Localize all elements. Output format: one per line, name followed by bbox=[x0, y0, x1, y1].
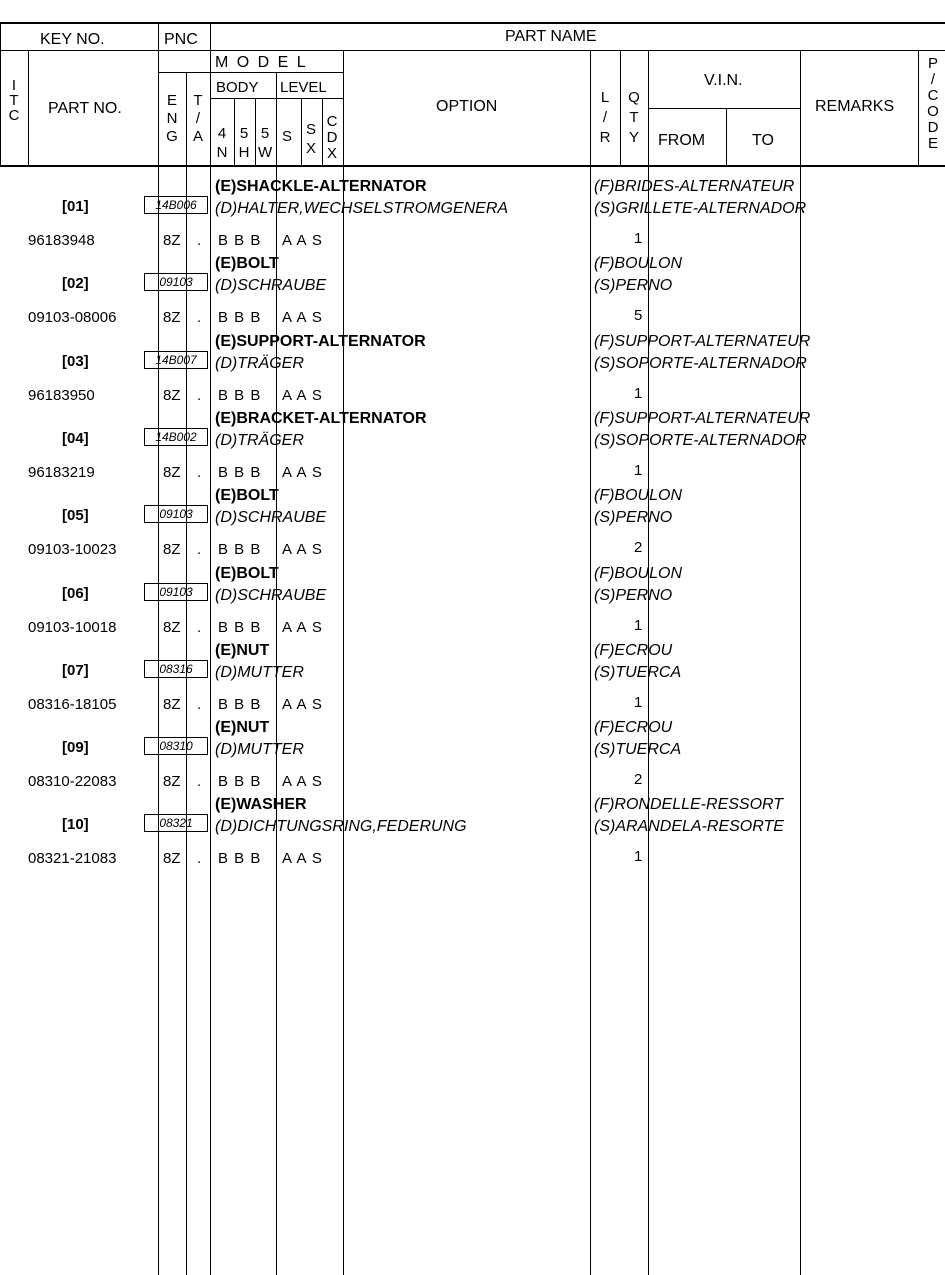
part-name-heading: PART NAME bbox=[505, 28, 597, 45]
english-name: (E)SUPPORT-ALTERNATOR bbox=[215, 332, 426, 350]
pnc-code: 14B007 bbox=[144, 351, 208, 369]
key-number: [03] bbox=[62, 352, 89, 370]
french-name: (F)ECROU bbox=[594, 719, 673, 737]
body-codes: B B B bbox=[218, 232, 262, 249]
ta-code: . bbox=[197, 232, 202, 249]
vin-remarks-divider bbox=[800, 50, 801, 1275]
german-name: (D)SCHRAUBE bbox=[215, 586, 327, 604]
vin-heading: V.I.N. bbox=[704, 72, 743, 89]
german-name: (D)SCHRAUBE bbox=[215, 277, 327, 295]
itc-heading: I T C bbox=[8, 77, 20, 124]
lr-heading: L / R bbox=[599, 89, 611, 146]
key-number: [09] bbox=[62, 739, 89, 757]
french-name: (F)ECROU bbox=[594, 641, 673, 659]
french-name: (F)SUPPORT-ALTERNATEUR bbox=[594, 332, 811, 350]
english-name: (E)SHACKLE-ALTERNATOR bbox=[215, 178, 427, 195]
english-name: (E)BOLT bbox=[215, 564, 279, 582]
spanish-name: (S)TUERCA bbox=[594, 741, 682, 759]
level-codes: A A S bbox=[282, 850, 323, 868]
english-name: (E)NUT bbox=[215, 719, 270, 737]
body-codes: B B B bbox=[218, 541, 262, 559]
level-sub1 bbox=[301, 98, 302, 167]
level-sub2 bbox=[322, 98, 323, 167]
body-codes: B B B bbox=[218, 695, 262, 713]
french-name: (F)BOULON bbox=[594, 487, 682, 505]
key-number: [07] bbox=[62, 661, 89, 679]
qty-heading: Q T Y bbox=[628, 89, 640, 146]
pnc-heading: PNC bbox=[164, 31, 198, 48]
part-number: 96183950 bbox=[28, 386, 95, 404]
part-number: 96183219 bbox=[28, 463, 95, 481]
eng-code: 8Z bbox=[163, 773, 181, 791]
spanish-name: (S)GRILLETE-ALTERNADOR bbox=[594, 200, 807, 217]
pnc-divider bbox=[210, 22, 211, 1275]
body-codes: B B B bbox=[218, 386, 262, 404]
french-name: (F)BOULON bbox=[594, 255, 682, 273]
lr-divider bbox=[620, 50, 621, 167]
body-codes: B B B bbox=[218, 309, 262, 327]
remarks-pcode-divider bbox=[918, 50, 919, 167]
level-cdx-heading: C D X bbox=[326, 113, 338, 162]
vin-from-heading: FROM bbox=[658, 132, 706, 149]
french-name: (F)BOULON bbox=[594, 564, 682, 582]
english-name: (E)NUT bbox=[215, 641, 270, 659]
spanish-name: (S)SOPORTE-ALTERNADOR bbox=[594, 431, 807, 449]
option-right-divider bbox=[590, 50, 591, 1275]
level-codes: A A S bbox=[282, 618, 323, 636]
eng-code: 8Z bbox=[163, 232, 181, 249]
german-name: (D)DICHTUNGSRING,FEDERUNG bbox=[215, 818, 467, 836]
ta-code: . bbox=[197, 695, 202, 713]
body-4n-heading: 4 N bbox=[216, 125, 228, 161]
level-codes: A A S bbox=[282, 309, 323, 327]
level-codes: A A S bbox=[282, 386, 323, 404]
german-name: (D)TRÄGER bbox=[215, 431, 304, 449]
quantity: 1 bbox=[634, 384, 643, 402]
eng-code: 8Z bbox=[163, 695, 181, 713]
part-number: 09103-10018 bbox=[28, 618, 117, 636]
quantity: 2 bbox=[634, 539, 643, 557]
eng-code: 8Z bbox=[163, 386, 181, 404]
level-s-heading: S bbox=[282, 128, 293, 145]
model-heading: M O D E L bbox=[215, 54, 308, 71]
french-name: (F)SUPPORT-ALTERNATEUR bbox=[594, 409, 811, 427]
eng-code: 8Z bbox=[163, 850, 181, 868]
quantity: 1 bbox=[634, 693, 643, 711]
level-codes: A A S bbox=[282, 232, 323, 249]
pnc-code: 09103 bbox=[144, 505, 208, 523]
part-number: 96183948 bbox=[28, 232, 95, 249]
spanish-name: (S)PERNO bbox=[594, 509, 673, 527]
key-number: [10] bbox=[62, 816, 89, 834]
from-to-divider bbox=[726, 108, 727, 167]
part-no-heading: PART NO. bbox=[48, 100, 122, 117]
level-codes: A A S bbox=[282, 695, 323, 713]
eng-code: 8Z bbox=[163, 618, 181, 636]
key-no-heading: KEY NO. bbox=[40, 31, 105, 48]
german-name: (D)SCHRAUBE bbox=[215, 509, 327, 527]
quantity: 1 bbox=[634, 230, 643, 247]
vin-rule bbox=[648, 108, 800, 109]
eng-heading: E N G bbox=[166, 92, 178, 145]
pnc-code: 09103 bbox=[144, 273, 208, 291]
eng-code: 8Z bbox=[163, 309, 181, 327]
key-number: [06] bbox=[62, 584, 89, 602]
key-number: [05] bbox=[62, 507, 89, 525]
left-border bbox=[0, 22, 1, 167]
spanish-name: (S)SOPORTE-ALTERNADOR bbox=[594, 354, 807, 372]
french-name: (F)RONDELLE-RESSORT bbox=[594, 796, 784, 814]
quantity: 2 bbox=[634, 771, 643, 789]
body-5w-heading: 5 W bbox=[258, 125, 273, 161]
german-name: (D)MUTTER bbox=[215, 741, 304, 759]
pnc-code: 14B006 bbox=[144, 196, 208, 214]
ta-heading: T / A bbox=[192, 92, 203, 145]
body-codes: B B B bbox=[218, 618, 262, 636]
option-left-divider bbox=[343, 50, 344, 1275]
body-codes: B B B bbox=[218, 773, 262, 791]
pcode-heading: P / C O D E bbox=[927, 55, 939, 152]
ta-code: . bbox=[197, 541, 202, 559]
english-name: (E)BRACKET-ALTERNATOR bbox=[215, 409, 427, 427]
key-number: [02] bbox=[62, 275, 89, 293]
french-name: (F)BRIDES-ALTERNATEUR bbox=[594, 178, 795, 195]
english-name: (E)BOLT bbox=[215, 487, 279, 505]
part-number: 08310-22083 bbox=[28, 773, 117, 791]
ta-code: . bbox=[197, 850, 202, 868]
ta-code: . bbox=[197, 309, 202, 327]
header-top-rule bbox=[0, 22, 945, 24]
quantity: 1 bbox=[634, 848, 643, 866]
header-row1-rule bbox=[0, 50, 945, 51]
spanish-name: (S)PERNO bbox=[594, 586, 673, 604]
qty-divider bbox=[648, 50, 649, 1275]
eng-code: 8Z bbox=[163, 463, 181, 481]
pnc-code: 08316 bbox=[144, 660, 208, 678]
eng-code: 8Z bbox=[163, 541, 181, 559]
english-name: (E)WASHER bbox=[215, 796, 307, 814]
pnc-code: 08321 bbox=[144, 814, 208, 832]
key-number: [01] bbox=[62, 198, 89, 215]
ta-code: . bbox=[197, 386, 202, 404]
quantity: 5 bbox=[634, 307, 643, 325]
body-5h-heading: 5 H bbox=[238, 125, 250, 161]
english-name: (E)BOLT bbox=[215, 255, 279, 273]
pnc-code: 14B002 bbox=[144, 428, 208, 446]
ta-code: . bbox=[197, 463, 202, 481]
body-sub1 bbox=[234, 98, 235, 167]
spanish-name: (S)PERNO bbox=[594, 277, 673, 295]
option-heading: OPTION bbox=[436, 98, 498, 115]
level-sx-heading: S X bbox=[305, 121, 316, 157]
spanish-name: (S)TUERCA bbox=[594, 663, 682, 681]
body-sub2 bbox=[255, 98, 256, 167]
level-heading: LEVEL bbox=[280, 79, 327, 96]
pnc-code: 08310 bbox=[144, 737, 208, 755]
german-name: (D)HALTER,WECHSELSTROMGENERA bbox=[215, 200, 509, 217]
part-number: 08321-21083 bbox=[28, 850, 117, 868]
ta-code: . bbox=[197, 618, 202, 636]
vin-to-heading: TO bbox=[752, 132, 774, 149]
german-name: (D)TRÄGER bbox=[215, 354, 304, 372]
header-bottom-rule bbox=[0, 165, 945, 167]
quantity: 1 bbox=[634, 616, 643, 634]
body-codes: B B B bbox=[218, 463, 262, 481]
part-number: 09103-10023 bbox=[28, 541, 117, 559]
quantity: 1 bbox=[634, 461, 643, 479]
itc-divider bbox=[28, 50, 29, 167]
part-number: 08316-18105 bbox=[28, 695, 117, 713]
key-number: [04] bbox=[62, 429, 89, 447]
level-codes: A A S bbox=[282, 463, 323, 481]
ta-code: . bbox=[197, 773, 202, 791]
level-codes: A A S bbox=[282, 541, 323, 559]
level-codes: A A S bbox=[282, 773, 323, 791]
german-name: (D)MUTTER bbox=[215, 663, 304, 681]
spanish-name: (S)ARANDELA-RESORTE bbox=[594, 818, 784, 836]
remarks-heading: REMARKS bbox=[815, 98, 895, 115]
body-heading: BODY bbox=[216, 79, 259, 96]
body-codes: B B B bbox=[218, 850, 262, 868]
pnc-code: 09103 bbox=[144, 583, 208, 601]
part-number: 09103-08006 bbox=[28, 309, 117, 327]
